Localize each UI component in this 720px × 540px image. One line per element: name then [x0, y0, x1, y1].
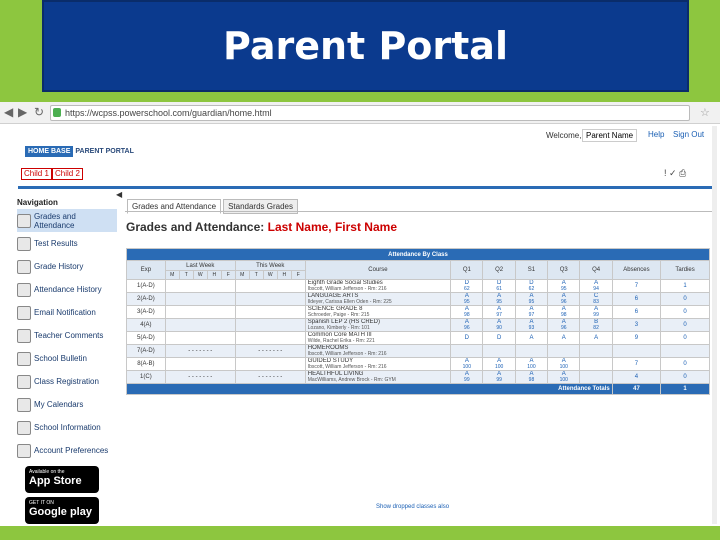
collapse-sidebar-icon[interactable]: ◀	[116, 190, 123, 199]
row-this-week: - - - - - - -	[235, 371, 305, 384]
row-this-week: - - - - - - -	[235, 345, 305, 358]
grade-q4[interactable]	[580, 345, 612, 358]
grade-letter: D	[496, 335, 502, 341]
grade-score: 62	[464, 286, 470, 292]
grade-score: 83	[593, 299, 599, 305]
grade-q3[interactable]	[548, 345, 580, 358]
tab-standards-grades[interactable]: Standards Grades	[223, 199, 298, 214]
grade-letter: A	[464, 293, 469, 299]
grade-letter: A	[594, 280, 599, 286]
header-divider	[18, 186, 715, 189]
navigation-title: Navigation	[17, 198, 58, 207]
grade-q3[interactable]	[548, 306, 580, 319]
day-header: W	[263, 271, 277, 280]
grade-score: 93	[528, 325, 535, 331]
app-store-small-text: Available on the	[29, 469, 65, 475]
grade-q2[interactable]	[483, 306, 515, 319]
grade-q1[interactable]	[451, 293, 483, 306]
logo-home-base: HOME BASE	[25, 146, 73, 157]
grade-letter: D	[496, 280, 502, 286]
grade-q3[interactable]	[548, 293, 580, 306]
row-course[interactable]	[305, 293, 450, 306]
row-tardies[interactable]: 0	[661, 358, 710, 371]
grade-letter: A	[561, 280, 566, 286]
grade-score: 95	[528, 299, 535, 305]
sidebar-item-label: Test Results	[34, 239, 78, 248]
grade-score: 62	[528, 286, 535, 292]
sidebar-item-label: Grade History	[34, 262, 84, 271]
row-exp: 8(A-B)	[127, 358, 166, 371]
comments-icon	[17, 329, 31, 343]
email-icon	[17, 306, 31, 320]
day-header: T	[179, 271, 193, 280]
teacher-name[interactable]: Ildeyer, Carissa Ellen Oden - Rm: 225	[307, 299, 392, 305]
grade-s1[interactable]	[515, 280, 547, 293]
grade-q3[interactable]	[548, 319, 580, 332]
row-absences[interactable]	[612, 345, 660, 358]
grade-letter: A	[464, 358, 469, 364]
attendance-icon	[17, 283, 31, 297]
sidebar-item-label: Attendance History	[34, 285, 102, 294]
course-name: HEALTHFUL LIVING	[307, 371, 364, 377]
sidebar-item-school-bulletin[interactable]	[17, 347, 117, 370]
row-tardies[interactable]	[661, 345, 710, 358]
sidebar-item-class-registration[interactable]	[17, 370, 117, 393]
grade-letter: D	[464, 335, 469, 341]
totals-tardies[interactable]: 1	[661, 384, 710, 395]
grade-score: 98	[528, 377, 535, 383]
row-course[interactable]	[305, 345, 450, 358]
address-bar[interactable]: https://wcpss.powerschool.com/guardian/home.html	[50, 105, 690, 121]
grade-score: 94	[593, 286, 599, 292]
attendance-table	[126, 248, 710, 395]
grade-q4[interactable]	[580, 358, 612, 371]
logo-parent-portal: PARENT PORTAL	[75, 148, 134, 155]
grade-q1[interactable]	[451, 358, 483, 371]
course-name: LANGUAGE ARTS	[307, 293, 359, 299]
grade-q1[interactable]	[451, 280, 483, 293]
grade-q2[interactable]	[483, 371, 515, 384]
grade-score: 96	[560, 325, 567, 331]
row-course[interactable]	[305, 280, 450, 293]
col-q1: Q1	[451, 261, 483, 280]
teacher-name[interactable]: Lozano, Kimberly - Rm: 101	[307, 325, 370, 331]
grade-q2[interactable]	[483, 358, 515, 371]
row-last-week: - - - - - - -	[165, 371, 235, 384]
grade-q3[interactable]	[548, 332, 580, 345]
row-tardies[interactable]: 0	[661, 306, 710, 319]
grade-letter: A	[561, 319, 566, 325]
row-tardies[interactable]: 0	[661, 332, 710, 345]
course-name: SCIENCE GRADE 8	[307, 306, 363, 312]
grade-q4[interactable]	[580, 306, 612, 319]
table-row	[127, 319, 710, 332]
table-row	[127, 332, 710, 345]
navigation-sidebar	[17, 198, 117, 524]
sidebar-item-email-notification[interactable]	[17, 301, 117, 324]
reload-icon[interactable]: ↻	[34, 105, 45, 119]
col-q3: Q3	[548, 261, 580, 280]
row-course[interactable]	[305, 358, 450, 371]
toolbar-icons[interactable]: ! ✓ ⎙	[664, 168, 687, 178]
sidebar-item-my-calendars[interactable]	[17, 393, 117, 416]
grade-q1[interactable]	[451, 345, 483, 358]
teacher-name[interactable]: Ibscott, William Jefferson - Rm: 216	[307, 364, 387, 370]
course-name: HOMEROOMS	[307, 345, 349, 351]
grade-score: 100	[527, 364, 536, 370]
grade-letter: A	[529, 335, 534, 341]
tab-divider	[125, 211, 713, 212]
grade-score: 96	[464, 325, 470, 331]
grade-q1[interactable]	[451, 306, 483, 319]
sidebar-item-label: Email Notification	[34, 308, 96, 317]
page-title-label: Grades and Attendance:	[126, 220, 265, 234]
grade-letter: A	[464, 371, 469, 377]
col-this-week: This Week	[235, 261, 305, 271]
lock-icon	[53, 108, 61, 117]
col-course: Course	[305, 261, 450, 280]
row-this-week	[235, 306, 305, 319]
grade-score: 90	[496, 325, 502, 331]
grade-letter: D	[529, 280, 534, 286]
grade-q2[interactable]	[483, 345, 515, 358]
student-name: Last Name, First Name	[267, 220, 397, 234]
row-last-week	[165, 332, 235, 345]
grade-q3[interactable]	[548, 358, 580, 371]
row-absences[interactable]: 4	[612, 371, 660, 384]
attendance-rows	[127, 280, 710, 384]
grade-letter: A	[529, 293, 534, 299]
grade-score: 99	[593, 312, 599, 318]
teacher-name[interactable]: Schroeder, Paige - Rm: 215	[307, 312, 370, 318]
grade-q3[interactable]	[548, 280, 580, 293]
grade-s1[interactable]	[515, 306, 547, 319]
child-tab-2[interactable]: Child 2	[52, 168, 83, 180]
col-absences: Absences	[612, 261, 660, 280]
sidebar-item-label: Account Preferences	[34, 446, 109, 455]
grade-q4[interactable]	[580, 332, 612, 345]
grade-score: 95	[464, 299, 470, 305]
grade-letter: A	[561, 358, 566, 364]
teacher-name[interactable]: MacWilliams, Andrew Brock - Rm: GYM	[307, 377, 396, 383]
table-row	[127, 293, 710, 306]
course-name: Spanish LEP 2 (HS CRED)	[307, 319, 381, 325]
teacher-name[interactable]: Ibscott, William Jefferson - Rm: 216	[307, 351, 387, 357]
grade-s1[interactable]	[515, 358, 547, 371]
history-icon	[17, 260, 31, 274]
row-last-week	[165, 358, 235, 371]
test-icon	[17, 237, 31, 251]
welcome-text: Welcome,	[546, 131, 582, 140]
sidebar-item-grades-attendance[interactable]	[17, 209, 117, 232]
row-last-week	[165, 306, 235, 319]
grade-letter: A	[497, 319, 502, 325]
grade-score: 97	[496, 312, 502, 318]
course-name: GUIDED STUDY	[307, 358, 354, 364]
forward-icon[interactable]: ▶	[18, 105, 28, 119]
grade-q2[interactable]	[483, 332, 515, 345]
course-name: Common Core MATH III	[307, 332, 372, 338]
grade-s1[interactable]	[515, 293, 547, 306]
col-last-week: Last Week	[165, 261, 235, 271]
row-this-week	[235, 358, 305, 371]
grade-q1[interactable]	[451, 371, 483, 384]
grade-score: 98	[464, 312, 470, 318]
row-exp: 3(A-D)	[127, 306, 166, 319]
grade-letter: D	[464, 280, 469, 286]
day-header: W	[193, 271, 207, 280]
grade-letter: A	[497, 306, 502, 312]
google-play-big-text: Google play	[29, 506, 92, 518]
grade-score: 100	[494, 364, 504, 370]
grade-score: 100	[462, 364, 471, 370]
grade-q1[interactable]	[451, 332, 483, 345]
parent-name: Parent Name	[582, 129, 637, 142]
row-absences[interactable]: 7	[612, 280, 660, 293]
grade-score: 82	[593, 325, 599, 331]
day-header: T	[249, 271, 263, 280]
grades-icon	[17, 214, 31, 228]
info-icon	[17, 421, 31, 435]
grade-letter: C	[593, 293, 599, 299]
row-exp: 7(A-D)	[127, 345, 166, 358]
grade-score: 95	[496, 299, 502, 305]
grade-q4[interactable]	[580, 319, 612, 332]
row-absences[interactable]: 6	[612, 306, 660, 319]
grade-q3[interactable]	[548, 371, 580, 384]
show-dropped-classes-link[interactable]: Show dropped classes also	[376, 504, 450, 510]
grade-letter: A	[497, 293, 502, 299]
sidebar-item-label: Grades and Attendance	[34, 211, 76, 230]
teacher-name[interactable]: Wilde, Rachel Erika - Rm: 221	[307, 338, 375, 344]
grade-q4[interactable]	[580, 280, 612, 293]
row-last-week	[165, 280, 235, 293]
registration-icon	[17, 375, 31, 389]
table-row	[127, 371, 710, 384]
browser-toolbar	[0, 102, 720, 124]
grade-q4[interactable]	[580, 293, 612, 306]
row-this-week	[235, 280, 305, 293]
slide-title: Parent Portal	[223, 24, 508, 68]
grade-letter: A	[464, 306, 469, 312]
back-icon[interactable]: ◀	[4, 105, 14, 119]
row-this-week	[235, 332, 305, 345]
totals-absences[interactable]: 47	[612, 384, 660, 395]
row-tardies[interactable]: 0	[661, 293, 710, 306]
table-row	[127, 306, 710, 319]
grade-q2[interactable]	[483, 280, 515, 293]
row-course[interactable]	[305, 319, 450, 332]
grade-score: 96	[560, 299, 567, 305]
grade-letter: A	[464, 319, 469, 325]
calendar-icon	[17, 398, 31, 412]
help-link[interactable]: Help	[648, 130, 665, 139]
bulletin-icon	[17, 352, 31, 366]
row-this-week	[235, 293, 305, 306]
grade-s1[interactable]	[515, 319, 547, 332]
grade-score: 61	[496, 286, 502, 292]
grade-score: 100	[559, 377, 568, 383]
col-tardies: Tardies	[661, 261, 710, 280]
sidebar-item-label: School Information	[34, 423, 101, 432]
row-exp: 5(A-D)	[127, 332, 166, 345]
row-this-week	[235, 319, 305, 332]
sidebar-item-account-preferences[interactable]	[17, 439, 117, 462]
grade-letter: A	[594, 306, 599, 312]
row-course[interactable]	[305, 332, 450, 345]
row-absences[interactable]: 3	[612, 319, 660, 332]
google-play-small-text: GET IT ON	[29, 500, 54, 506]
page-title	[126, 220, 397, 234]
row-tardies[interactable]: 1	[661, 280, 710, 293]
sidebar-item-label: Class Registration	[34, 377, 99, 386]
grade-s1[interactable]	[515, 345, 547, 358]
grade-letter: A	[529, 358, 534, 364]
day-header: H	[207, 271, 221, 280]
row-exp: 2(A-D)	[127, 293, 166, 306]
grade-letter: A	[561, 306, 566, 312]
sidebar-item-grade-history[interactable]	[17, 255, 117, 278]
sidebar-item-attendance-history[interactable]	[17, 278, 117, 301]
row-last-week	[165, 293, 235, 306]
sidebar-item-school-information[interactable]	[17, 416, 117, 439]
grade-letter: A	[497, 358, 502, 364]
grade-letter: A	[561, 371, 566, 377]
grade-s1[interactable]	[515, 371, 547, 384]
row-course[interactable]	[305, 306, 450, 319]
row-exp: 1(C)	[127, 371, 166, 384]
sidebar-item-label: My Calendars	[34, 400, 84, 409]
col-q4: Q4	[580, 261, 612, 280]
totals-label: Attendance Totals	[127, 384, 613, 395]
sidebar-item-label: Teacher Comments	[34, 331, 104, 340]
col-s1: S1	[515, 261, 547, 280]
app-store-badge[interactable]	[25, 466, 99, 493]
day-header: F	[291, 271, 305, 280]
sidebar-item-teacher-comments[interactable]	[17, 324, 117, 347]
row-absences[interactable]: 6	[612, 293, 660, 306]
grade-letter: A	[529, 371, 534, 377]
grade-q2[interactable]	[483, 319, 515, 332]
grade-letter: A	[497, 371, 502, 377]
table-row	[127, 280, 710, 293]
grade-score: 99	[496, 377, 502, 383]
day-header: H	[277, 271, 291, 280]
row-course[interactable]	[305, 371, 450, 384]
grade-q1[interactable]	[451, 319, 483, 332]
grade-score: 98	[560, 312, 567, 318]
row-absences[interactable]: 7	[612, 358, 660, 371]
course-name: Eighth Grade Social Studies	[307, 280, 383, 286]
grade-score: 95	[560, 286, 567, 292]
account-icon	[17, 444, 31, 458]
col-q2: Q2	[483, 261, 515, 280]
sidebar-item-test-results[interactable]	[17, 232, 117, 255]
row-exp: 4(A)	[127, 319, 166, 332]
teacher-name[interactable]: Ibscott, William Jefferson - Rm: 216	[307, 286, 387, 292]
day-header: F	[221, 271, 235, 280]
row-last-week: - - - - - - -	[165, 345, 235, 358]
scrollbar[interactable]	[712, 126, 717, 524]
table-row	[127, 358, 710, 371]
homebase-logo[interactable]	[25, 140, 134, 158]
app-store-big-text: App Store	[29, 475, 82, 487]
grade-letter: A	[561, 335, 566, 341]
grade-letter: A	[561, 293, 566, 299]
sign-out-link[interactable]: Sign Out	[673, 130, 705, 139]
grade-letter: A	[529, 319, 534, 325]
google-play-badge[interactable]	[25, 497, 99, 524]
grade-letter: A	[529, 306, 534, 312]
sidebar-item-label: School Bulletin	[34, 354, 87, 363]
row-tardies[interactable]: 0	[661, 319, 710, 332]
child-tab-1[interactable]: Child 1	[21, 168, 52, 180]
grade-score: 97	[528, 312, 535, 318]
day-header: M	[165, 271, 179, 280]
grade-s1[interactable]	[515, 332, 547, 345]
table-title: Attendance By Class	[127, 249, 710, 261]
table-row	[127, 345, 710, 358]
bookmark-star-icon[interactable]: ☆	[700, 107, 710, 119]
grade-q4[interactable]	[580, 371, 612, 384]
row-absences[interactable]: 9	[612, 332, 660, 345]
grade-q2[interactable]	[483, 293, 515, 306]
col-exp: Exp	[127, 261, 166, 280]
grade-letter: A	[594, 335, 599, 341]
row-exp: 1(A-D)	[127, 280, 166, 293]
row-last-week	[165, 319, 235, 332]
grade-score: 100	[559, 364, 568, 370]
grade-letter: B	[594, 319, 599, 325]
row-tardies[interactable]: 0	[661, 371, 710, 384]
day-header: M	[235, 271, 249, 280]
tab-grades-attendance[interactable]: Grades and Attendance	[127, 199, 221, 214]
browser-window	[0, 102, 720, 526]
slide-title-banner	[42, 0, 689, 92]
grade-score: 99	[464, 377, 470, 383]
